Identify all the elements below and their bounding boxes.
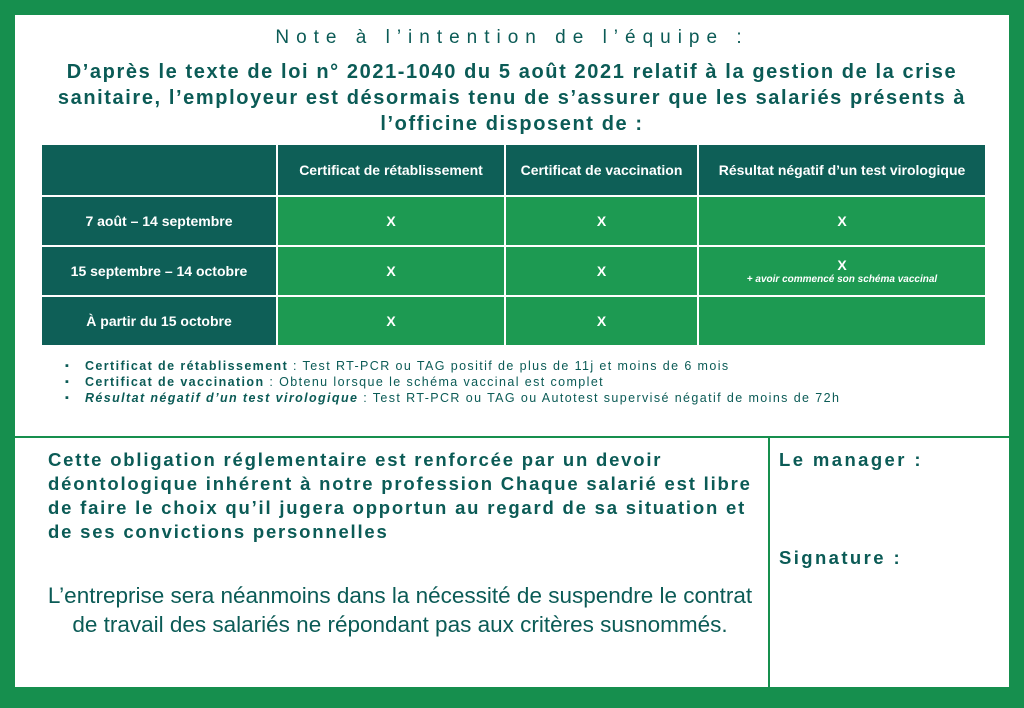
header-test-virologique: Résultat négatif d’un test virologique — [698, 144, 986, 196]
cell-test-mark: X — [837, 257, 847, 273]
definition-term: Certificat de vaccination — [85, 375, 265, 389]
cell-test-note: + avoir commencé son schéma vaccinal — [746, 274, 938, 285]
row-label: 15 septembre – 14 octobre — [41, 246, 277, 296]
cell-retablissement: X — [277, 296, 505, 346]
table-header-row — [41, 144, 986, 196]
obligation-paragraph: Cette obligation réglementaire est renforcée par un devoir déontologique inhérent à notre profession Chaque salarié est libre de faire le choix qu’il jugera opportun au regard de sa situation et de ses convictions personnelles — [48, 449, 752, 542]
cell-test — [698, 296, 986, 346]
table-row — [41, 296, 986, 346]
requirements-table — [40, 143, 987, 347]
definition-text: : Obtenu lorsque le schéma vaccinal est complet — [264, 375, 605, 389]
header-empty — [41, 144, 277, 196]
definition-text: : Test RT-PCR ou TAG ou Autotest supervisé négatif de moins de 72h — [358, 391, 841, 405]
list-item — [65, 358, 995, 374]
manager-label: Le manager : — [779, 449, 923, 470]
definition-term: Certificat de rétablissement — [85, 359, 289, 373]
list-item — [65, 374, 995, 390]
row-label: À partir du 15 octobre — [41, 296, 277, 346]
header-certificat-vaccination: Certificat de vaccination — [505, 144, 698, 196]
closing-paragraph: L’entreprise sera néanmoins dans la nécessité de suspendre le contrat de travail des salariés ne répondant pas aux critères susnommés. — [47, 583, 753, 637]
cell-vaccination: X — [505, 246, 698, 296]
intro-paragraph: D’après le texte de loi n° 2021-1040 du 5 août 2021 relatif à la gestion de la crise sanitaire, l’employeur est désormais tenu de s’assurer que les salariés présents à l’officine disposent de : — [57, 61, 967, 135]
row-label: 7 août – 14 septembre — [41, 196, 277, 246]
note-title: Note à l’intention de l’équipe : — [275, 27, 749, 48]
notice-sheet — [15, 15, 1009, 687]
cell-vaccination: X — [505, 196, 698, 246]
cell-test — [698, 196, 986, 246]
definition-text: : Test RT-PCR ou TAG positif de plus de 11j et moins de 6 mois — [288, 359, 730, 373]
cell-test-mark: X — [837, 213, 847, 229]
table-row — [41, 196, 986, 246]
table-row — [41, 246, 986, 296]
section-divider — [15, 436, 1009, 438]
cell-retablissement: X — [277, 196, 505, 246]
definitions-list — [65, 358, 995, 406]
cell-retablissement: X — [277, 246, 505, 296]
list-item — [65, 390, 995, 406]
column-divider — [768, 436, 770, 687]
definition-term: Résultat négatif d’un test virologique — [85, 391, 359, 405]
header-certificat-retablissement: Certificat de rétablissement — [277, 144, 505, 196]
signature-label: Signature : — [779, 547, 903, 568]
cell-test — [698, 246, 986, 296]
cell-vaccination: X — [505, 296, 698, 346]
